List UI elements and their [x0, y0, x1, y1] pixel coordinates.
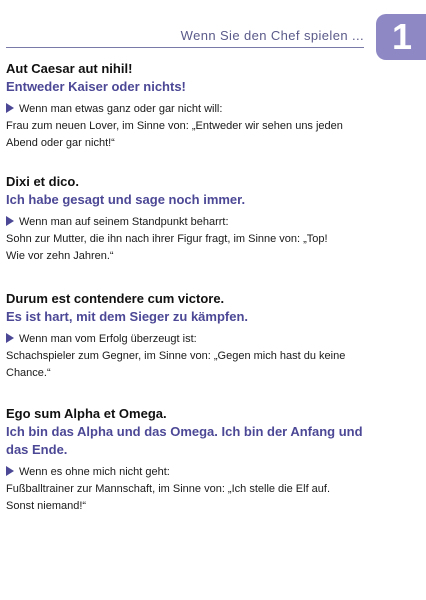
german-translation: Ich habe gesagt und sage noch immer. [6, 192, 246, 207]
phrase-entry [6, 405, 366, 515]
latin-phrase: Aut Caesar aut nihil! [6, 61, 133, 76]
german-translation: Entweder Kaiser oder nichts! [6, 79, 186, 94]
triangle-right-icon [6, 216, 14, 226]
phrase-entry [6, 290, 366, 382]
example-line: Wie vor zehn Jahren.“ [6, 250, 114, 262]
example-line: Chance.“ [6, 367, 51, 379]
chapter-tab [376, 14, 426, 60]
example-line: Fußballtrainer zur Mannschaft, im Sinne von: „Ich stelle die Elf auf. [6, 483, 331, 495]
latin-phrase: Ego sum Alpha et Omega. [6, 406, 167, 421]
usage-text: Wenn man vom Erfolg überzeugt ist: [19, 333, 197, 345]
example-line: Abend oder gar nicht!“ [6, 137, 115, 149]
usage-context [6, 331, 366, 348]
example-line: Schachspieler zum Gegner, im Sinne von: „Gegen mich hast du keine [6, 350, 346, 362]
triangle-right-icon [6, 466, 14, 476]
usage-text: Wenn man etwas ganz oder gar nicht will: [19, 103, 223, 115]
usage-context [6, 464, 366, 481]
phrase-entry [6, 60, 366, 152]
usage-context [6, 101, 366, 118]
example-line: Frau zum neuen Lover, im Sinne von: „Entweder wir sehen uns jeden [6, 120, 343, 132]
german-translation-continued: das Ende. [6, 442, 68, 457]
triangle-right-icon [6, 333, 14, 343]
triangle-right-icon [6, 103, 14, 113]
chapter-number: 1 [391, 16, 413, 57]
german-translation: Ich bin das Alpha und das Omega. Ich bin der Anfang und [6, 424, 363, 439]
latin-phrase: Durum est contendere cum victore. [6, 291, 225, 306]
latin-phrase: Dixi et dico. [6, 174, 79, 189]
usage-text: Wenn man auf seinem Standpunkt beharrt: [19, 216, 229, 228]
header-divider [6, 47, 364, 48]
example-line: Sonst niemand!“ [6, 500, 87, 512]
page-header [0, 0, 426, 56]
chapter-title: Wenn Sie den Chef spielen ... [180, 28, 364, 43]
example-line: Sohn zur Mutter, die ihn nach ihrer Figur fragt, im Sinne von: „Top! [6, 233, 328, 245]
usage-text: Wenn es ohne mich nicht geht: [19, 466, 170, 478]
usage-context [6, 214, 366, 231]
phrase-entry [6, 173, 366, 265]
german-translation: Es ist hart, mit dem Sieger zu kämpfen. [6, 309, 249, 324]
